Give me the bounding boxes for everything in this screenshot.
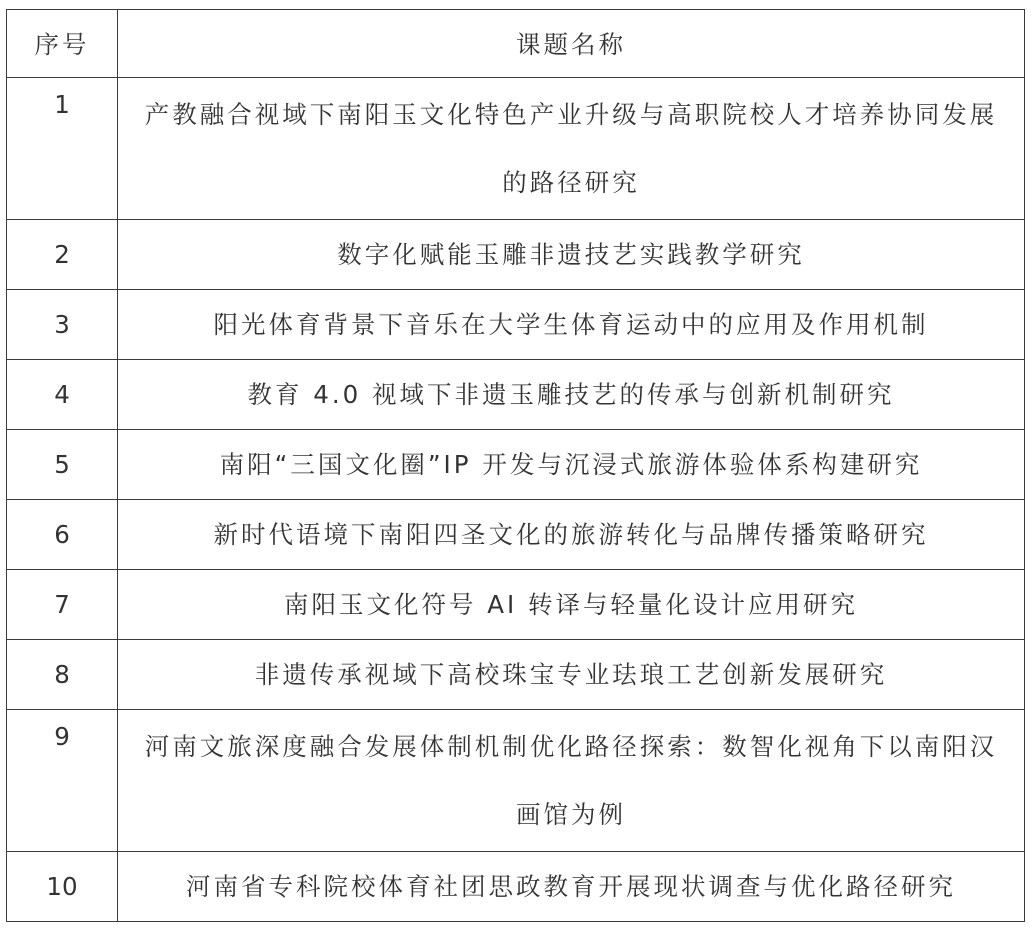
table-row: [7, 78, 1025, 220]
table-row: [7, 360, 1025, 430]
row-number: 2: [7, 220, 118, 290]
row-title: 河南省专科院校体育社团思政教育开展现状调查与优化路径研究: [118, 852, 1025, 922]
table-row: [7, 220, 1025, 290]
table-row: [7, 290, 1025, 360]
row-number: 3: [7, 290, 118, 360]
table-row: [7, 500, 1025, 570]
row-number: 7: [7, 570, 118, 640]
row-title: 教育 4.0 视域下非遗玉雕技艺的传承与创新机制研究: [118, 360, 1025, 430]
row-title: 非遗传承视域下高校珠宝专业珐琅工艺创新发展研究: [118, 640, 1025, 710]
table-row: [7, 710, 1025, 852]
row-title: 产教融合视域下南阳玉文化特色产业升级与高职院校人才培养协同发展的路径研究: [118, 78, 1025, 220]
header-serial-number: 序号: [7, 10, 118, 78]
table-row: [7, 570, 1025, 640]
row-number: 6: [7, 500, 118, 570]
table-header-row: [7, 10, 1025, 78]
header-topic-name: 课题名称: [118, 10, 1025, 78]
row-title: 南阳“三国文化圈”IP 开发与沉浸式旅游体验体系构建研究: [118, 430, 1025, 500]
row-title: 河南文旅深度融合发展体制机制优化路径探索：数智化视角下以南阳汉画馆为例: [118, 710, 1025, 852]
topics-table: [6, 9, 1025, 922]
row-title: 数字化赋能玉雕非遗技艺实践教学研究: [118, 220, 1025, 290]
row-title: 南阳玉文化符号 AI 转译与轻量化设计应用研究: [118, 570, 1025, 640]
table-row: [7, 852, 1025, 922]
row-title: 新时代语境下南阳四圣文化的旅游转化与品牌传播策略研究: [118, 500, 1025, 570]
row-number: 10: [7, 852, 118, 922]
row-number: 5: [7, 430, 118, 500]
table-row: [7, 430, 1025, 500]
row-number: 1: [7, 78, 118, 220]
row-number: 9: [7, 710, 118, 852]
row-number: 8: [7, 640, 118, 710]
row-number: 4: [7, 360, 118, 430]
table-row: [7, 640, 1025, 710]
row-title: 阳光体育背景下音乐在大学生体育运动中的应用及作用机制: [118, 290, 1025, 360]
